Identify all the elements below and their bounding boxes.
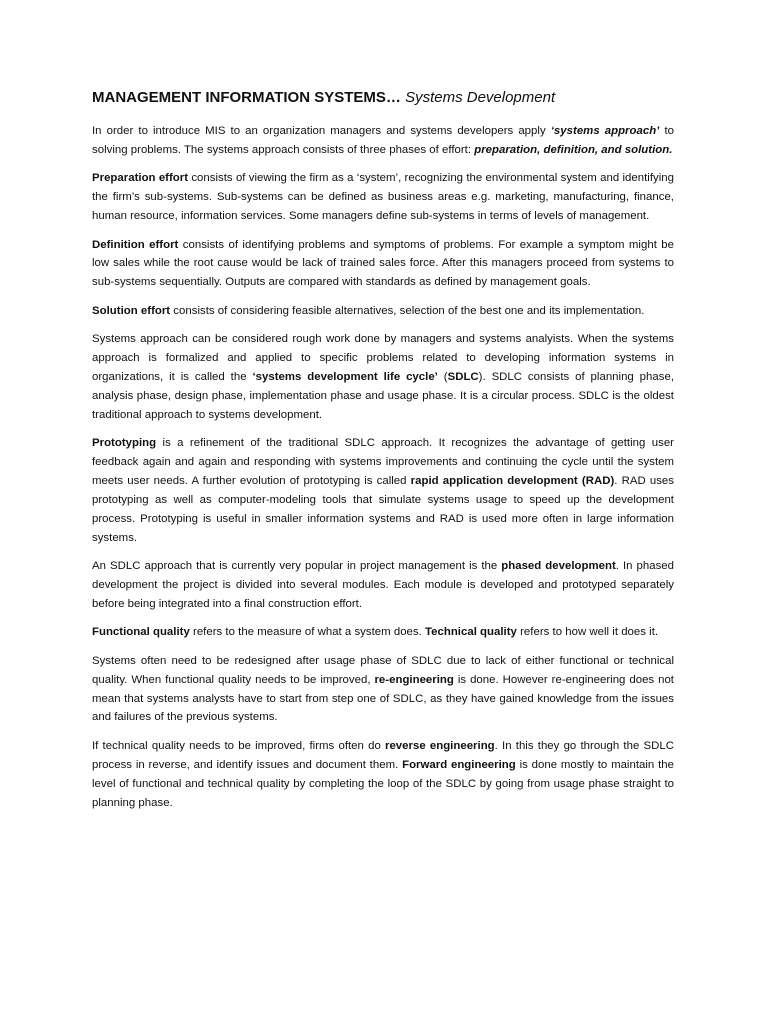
term-rad: rapid application development (RAD) — [410, 475, 615, 487]
paragraph-preparation — [92, 169, 674, 226]
text: Systems approach can be considered rough work done by managers and systems analyists. When the systems approach is formalized and applied to specific problems related to developing information systems in organizations, it is called the — [92, 333, 674, 383]
term-sdlc-full: ‘systems development life cycle’ — [252, 370, 438, 383]
paragraph-quality — [92, 623, 674, 642]
text: consists of considering feasible alternatives, selection of the best one and its implementation. — [170, 304, 645, 317]
text: is done. However re-engineering does not mean that systems analysts have to start from step one of SDLC, as they have gained knowledge from the issues and failures of the previous systems. — [92, 673, 674, 724]
term-technical-quality: Technical quality — [425, 626, 517, 639]
text: ( — [437, 370, 448, 383]
paragraph-prototyping — [92, 434, 674, 547]
text: consists of viewing the firm as a ‘system’, recognizing the environmental system and identifying the firm’s sub-systems. Sub-systems can be defined as business areas e.g. marketing, manufacturing, finance, human resource, information services. Some managers define sub-systems in terms of levels of management. — [92, 172, 674, 223]
text: refers to the measure of what a system does. — [189, 626, 425, 639]
document-page — [92, 88, 674, 822]
heading-sub: Systems Development — [405, 89, 556, 106]
term-re-engineering: re-engineering — [374, 673, 454, 686]
text: An SDLC approach that is currently very popular in project management is the — [92, 560, 502, 573]
text: Systems often need to be redesigned after usage phase of SDLC due to lack of either functional or technical quality. When functional quality needs to be improved, — [92, 654, 674, 686]
text: . RAD uses prototyping as well as computer-modeling tools that simulate systems usage to speed up the development process. Prototyping is useful in smaller information systems and RAD is used more often in large information systems. — [92, 475, 675, 544]
term-solution-effort: Solution effort — [92, 304, 171, 317]
text: to solving problems. The systems approach consists of three phases of effort: — [92, 125, 674, 156]
text: consists of identifying problems and symptoms of problems. For example a symptom might be low sales while the root cause would be lack of trained sales force. After this managers proceed from systems to sub-systems sequentially. Outputs are compared with standards as defined by management goals. — [92, 238, 674, 289]
text: is done mostly to maintain the level of functional and technical quality by completing the loop of the SDLC by going from usage phase straight to planning phase. — [92, 758, 674, 809]
term-prototyping: Prototyping — [92, 437, 157, 450]
term-reverse-engineering: reverse engineering — [385, 739, 495, 752]
term-sdlc: SDLC — [447, 370, 479, 383]
term-preparation-effort: Preparation effort — [92, 172, 189, 185]
paragraph-solution — [92, 302, 674, 321]
document-heading — [92, 88, 674, 108]
text: In order to introduce MIS to an organization managers and systems developers apply — [92, 125, 551, 137]
term-definition-effort: Definition effort — [92, 238, 179, 251]
paragraph-intro — [92, 122, 674, 160]
term-phased-development: phased development — [501, 560, 616, 573]
paragraph-reengineering — [92, 652, 674, 728]
term-forward-engineering: Forward engineering — [402, 758, 516, 771]
text: is a refinement of the traditional SDLC approach. It recognizes the advantage of getting user feedback again and again and responding with systems improvements and continuing the cycle until the system meets user needs. A further evolution of prototyping is called — [92, 437, 674, 487]
paragraph-phased-development — [92, 557, 674, 614]
text: refers to how well it does it. — [516, 626, 659, 639]
paragraph-definition — [92, 236, 674, 293]
term-functional-quality: Functional quality — [92, 626, 190, 639]
paragraph-reverse-engineering — [92, 737, 674, 813]
text: If technical quality needs to be improved, firms often do — [92, 739, 385, 752]
paragraph-sdlc — [92, 330, 674, 425]
text: . In phased development the project is divided into several modules. Each module is developed and prototyped separately before being integrated into a final construction effort. — [92, 560, 675, 610]
term-systems-approach: ‘systems approach’ — [550, 125, 660, 137]
heading-main: MANAGEMENT INFORMATION SYSTEMS… — [92, 89, 401, 106]
text: . In this they go through the SDLC process in reverse, and identify issues and document them. — [92, 739, 674, 771]
term-phases: preparation, definition, and solution. — [474, 143, 673, 156]
text: ). SDLC consists of planning phase, analysis phase, design phase, implementation phase and usage phase. It is a circular process. SDLC is the oldest traditional approach to systems development. — [92, 370, 674, 421]
